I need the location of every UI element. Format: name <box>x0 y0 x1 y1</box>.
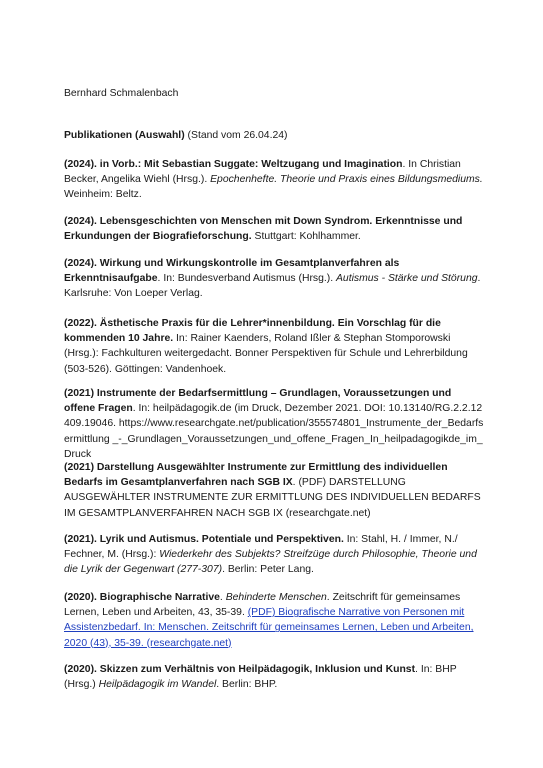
entry-italic: Heilpädagogik im Wandel <box>98 679 217 691</box>
publication-entry <box>64 316 484 377</box>
publication-entry <box>64 590 484 651</box>
researchgate-link[interactable]: (PDF) Biografische Narrative von Personen mit Assistenzbedarf. In: Menschen. Zeitschrift für gemeinsames Lernen, Leben und Arbeiten, 2020 (43), 35-39. (researchgate.net) <box>64 607 474 649</box>
entry-text: In: Stahl, H. / Immer, N./ Fechner, M. (Hrsg.): <box>64 534 458 561</box>
entry-text: . In: heilpädagogik.de (im Druck, Dezember 2021. DOI: 10.13140/RG.2.2.12409.19046. https://www.researchgate.net/publication/355574801_Instrumente_der_Bedarfsermittlung _-_Grundlagen_Voraussetzungen_und_offene_Fragen_In_heilpadagogikde_im_Druck <box>64 403 484 460</box>
entry-text: . <box>219 592 226 603</box>
entry-title: (2020). Biographische Narrative <box>64 592 220 603</box>
entry-text: . Berlin: Peter Lang. <box>222 564 314 576</box>
publication-entry <box>64 256 484 302</box>
entry-title: (2024). Lebensgeschichten von Menschen mit Down Syndrom. Erkenntnisse und Erkundungen der Biografieforschung. <box>64 216 463 243</box>
publication-entry <box>64 532 484 578</box>
entry-text: . In: Bundesverband Autismus (Hrsg.). <box>157 273 336 285</box>
entry-title: (2024). Wirkung und Wirkungskontrolle im Gesamtplanverfahren als Erkenntnisaufgabe <box>64 258 400 285</box>
entry-text: . Berlin: BHP. <box>216 679 278 691</box>
entry-text: . In Christian Becker, Angelika Wiehl (Hrsg.). <box>64 159 461 186</box>
entry-text: . Zeitschrift für gemeinsames Lernen, Leben und Arbeiten, 43, 35-39. <box>64 592 461 619</box>
entry-italic: Wiederkehr des Subjekts? Streifzüge durch Philosophie, Theorie und die Lyrik der Gegenwart (277-307) <box>64 549 477 576</box>
publication-entry <box>64 386 484 462</box>
heading-title: Publikationen (Auswahl) <box>64 130 185 141</box>
heading-stand: (Stand vom 26.04.24) <box>187 130 288 141</box>
publication-entry <box>64 214 484 244</box>
publication-entry <box>64 460 484 521</box>
entry-title: (2020). Skizzen zum Verhältnis von Heilpädagogik, Inklusion und Kunst <box>64 664 416 675</box>
entry-title: (2021) Darstellung Ausgewählter Instrumente zur Ermittlung des individuellen Bedarfs im Gesamtplanverfahren nach SGB IX <box>64 462 448 489</box>
entry-text: . Karlsruhe: Von Loeper Verlag. <box>64 273 481 300</box>
entry-title: (2024). in Vorb.: Mit Sebastian Suggate: Weltzugang und Imagination <box>64 159 403 170</box>
author-name: Bernhard Schmalenbach <box>64 88 179 99</box>
entry-text: In: Rainer Kaenders, Roland Ißler & Stephan Stomporowski (Hrsg.): Fachkulturen weitergedacht. Bonner Perspektiven für Schule und Lehrerbildung (503-526). Göttingen: Vandenhoek. <box>64 333 468 375</box>
entry-text: Weinheim: Beltz. <box>64 189 142 201</box>
publication-entry <box>64 662 484 692</box>
entry-text: . (PDF) DARSTELLUNG AUSGEWÄHLTER INSTRUMENTE ZUR ERMITTLUNG DES INDIVIDUELLEN BEDARFS IM GESAMTPLANVERFAHREN NACH SGB IX (researchgate.net) <box>64 477 481 519</box>
entry-text: Stuttgart: Kohlhammer. <box>251 231 361 243</box>
entry-title: (2021) Instrumente der Bedarfsermittlung – Grundlagen, Voraussetzungen und offene Fragen <box>64 388 452 415</box>
entry-title: (2021). Lyrik und Autismus. Potentiale und Perspektiven. <box>64 534 344 545</box>
entry-title: (2022). Ästhetische Praxis für die Lehrer*innenbildung. Ein Vorschlag für die kommenden 10 Jahre. <box>64 318 441 345</box>
entry-italic: Epochenhefte. Theorie und Praxis eines Bildungsmediums. <box>210 174 483 186</box>
entry-italic: Behinderte Menschen <box>225 592 327 603</box>
entry-italic: Autismus - Stärke und Störung <box>336 273 478 285</box>
entry-text: . In: BHP (Hrsg.) <box>64 664 457 691</box>
publication-entry <box>64 157 484 203</box>
publications-heading <box>64 128 287 143</box>
